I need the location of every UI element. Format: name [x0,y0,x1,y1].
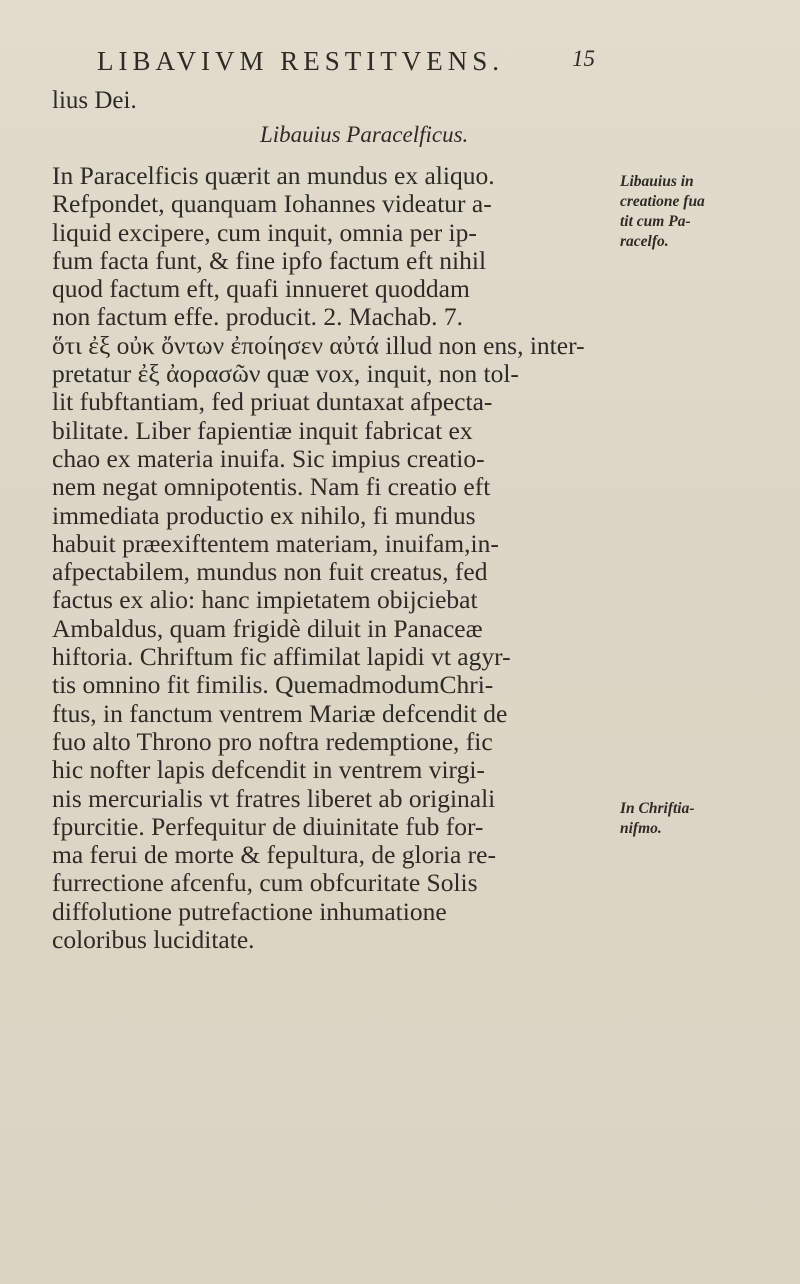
text-line: chao ex materia inuifa. Sic impius creatio- [52,443,485,473]
text-line: fpurcitie. Perfequitur de diuinitate fub for- [52,811,484,841]
carry-over-line: lius Dei. [52,87,137,114]
margin-note-line: tit cum Pa- [620,213,691,230]
text-line: hic nofter lapis defcendit in ventrem virgi- [52,755,485,785]
text-line: Refpondet, quanquam Iohannes videatur a- [52,189,492,219]
margin-note-line: In Chriftia- [620,800,695,817]
margin-note-line: creatione fua [620,193,705,210]
text-line: tis omnino fit fimilis. QuemadmodumChri- [52,670,494,700]
text-line: ὅτι ἐξ οὐκ ὄντων ἐποίησεν αὐτά illud non ens, inter- [52,330,585,360]
margin-note-line: Libauius in [620,173,694,190]
text-line: quod factum eft, quafi innueret quoddam [52,274,470,304]
text-line: Ambaldus, quam frigidè diluit in Panaceæ [52,613,483,643]
margin-note-creation [620,172,795,252]
page-number: 15 [572,46,595,71]
text-line: nem negat omnipotentis. Nam fi creatio eft [52,472,491,502]
text-line: factus ex alio: hanc impietatem obijciebat [52,585,478,615]
text-line: pretatur ἐξ ἀορασῶν quæ vox, inquit, non tol- [52,359,519,389]
text-line: liquid excipere, cum inquit, omnia per ip- [52,217,477,247]
text-line: afpectabilem, mundus non fuit creatus, fed [52,557,488,587]
text-line: nis mercurialis vt fratres liberet ab originali [52,783,496,813]
text-line: ftus, in fanctum ventrem Mariæ defcendit de [52,698,508,728]
text-line: bilitate. Liber fapientiæ inquit fabricat ex [52,415,473,445]
margin-note-christianity [620,799,795,839]
text-line: furrectione afcenfu, cum obfcuritate Solis [52,868,478,898]
margin-note-line: nifmo. [620,820,662,837]
margin-note-line: racelfo. [620,233,669,250]
text-line: immediata productio ex nihilo, fi mundus [52,500,476,530]
running-head: LIBAVIVM RESTITVENS. [97,46,505,76]
text-line: In Paracelficis quærit an mundus ex aliquo. [52,161,495,190]
body-text [52,162,612,954]
text-line: hiftoria. Chriftum fic affimilat lapidi vt agyr- [52,642,511,672]
text-line: diffolutione putrefactione inhumatione [52,896,447,926]
text-line: ma ferui de morte & fepultura, de gloria re- [52,840,496,870]
section-heading: Libauius Paracelficus. [260,122,469,147]
text-line: lit fubftantiam, fed priuat duntaxat afpecta- [52,387,493,417]
text-line: habuit præexiftentem materiam, inuifam,in- [52,528,499,558]
text-line: fuo alto Throno pro noftra redemptione, fic [52,726,493,756]
text-line: coloribus luciditate. [52,925,255,955]
text-line: non factum effe. producit. 2. Machab. 7. [52,302,463,332]
text-line: fum facta funt, & fine ipfo factum eft nihil [52,245,487,275]
